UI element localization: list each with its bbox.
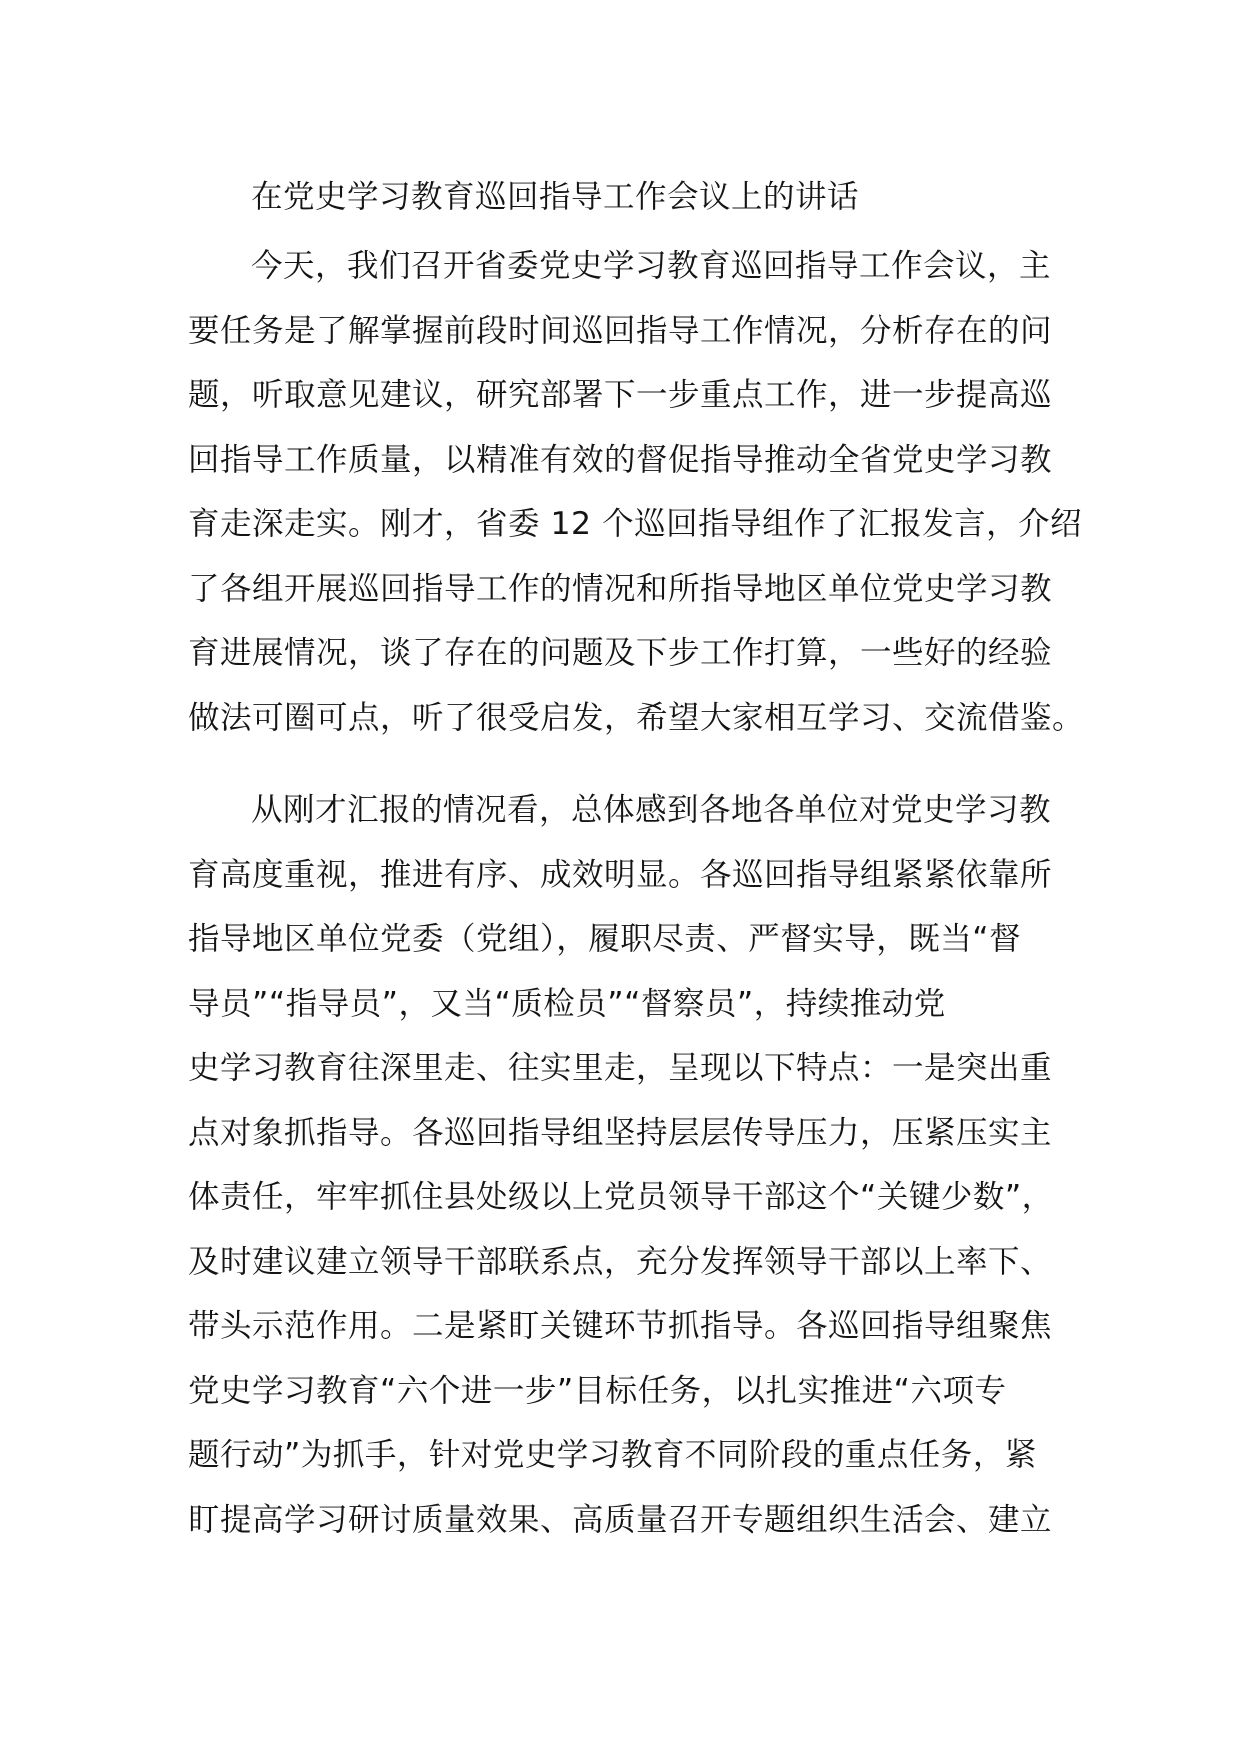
paragraph-line: 育高度重视，推进有序、成效明显。各巡回指导组紧紧依靠所 bbox=[188, 856, 1053, 893]
paragraph-line: 党史学习教育“六个进一步”目标任务，以扎实推进“六项专 bbox=[188, 1372, 1007, 1409]
paragraph-line: 盯提高学习研讨质量效果、高质量召开专题组织生活会、建立 bbox=[188, 1501, 1053, 1538]
paragraph-line: 育进展情况，谈了存在的问题及下步工作打算，一些好的经验 bbox=[188, 635, 1053, 671]
paragraph-line: 了各组开展巡回指导工作的情况和所指导地区单位党史学习教 bbox=[188, 570, 1053, 607]
paragraph-line: 题行动”为抓手，针对党史学习教育不同阶段的重点任务，紧 bbox=[188, 1437, 1037, 1473]
paragraph-line: 指导地区单位党委（党组），履职尽责、严督实导，既当“督 bbox=[188, 921, 1022, 957]
paragraph-1 bbox=[188, 234, 1085, 750]
paragraph-line: 及时建议建立领导干部联系点，充分发挥领导干部以上率下、 bbox=[188, 1243, 1053, 1280]
paragraph-line: 点对象抓指导。各巡回指导组坚持层层传导压力，压紧压实主 bbox=[188, 1114, 1053, 1151]
document-title: 在党史学习教育巡回指导工作会议上的讲话 bbox=[251, 179, 860, 215]
paragraph-line: 今天，我们召开省委党史学习教育巡回指导工作会议，主 bbox=[251, 248, 1052, 284]
paragraph-line: 带头示范作用。二是紧盯关键环节抓指导。各巡回指导组聚焦 bbox=[188, 1308, 1053, 1344]
paragraph-line: 回指导工作质量，以精准有效的督促指导推动全省党史学习教 bbox=[188, 441, 1053, 478]
paragraph-line: 体责任，牢牢抓住县处级以上党员领导干部这个“关键少数”， bbox=[188, 1179, 1054, 1215]
paragraph-line: 要任务是了解掌握前段时间巡回指导工作情况，分析存在的问 bbox=[188, 312, 1053, 349]
paragraph-line: 从刚才汇报的情况看，总体感到各地各单位对党史学习教 bbox=[251, 792, 1052, 828]
paragraph-line: 导员”“指导员”，又当“质检员”“督察员”，持续推动党 bbox=[188, 985, 946, 1022]
paragraph-line: 做法可圈可点，听了很受启发，希望大家相互学习、交流借鉴。 bbox=[188, 699, 1085, 736]
paragraph-line: 史学习教育往深里走、往实里走，呈现以下特点：一是突出重 bbox=[188, 1050, 1053, 1086]
paragraph-line: 题，听取意见建议，研究部署下一步重点工作，进一步提高巡 bbox=[188, 377, 1053, 413]
paragraph-line: 育走深走实。刚才，省委 12 个巡回指导组作了汇报发言，介绍 bbox=[188, 506, 1083, 542]
paragraph-2 bbox=[188, 778, 1068, 1552]
